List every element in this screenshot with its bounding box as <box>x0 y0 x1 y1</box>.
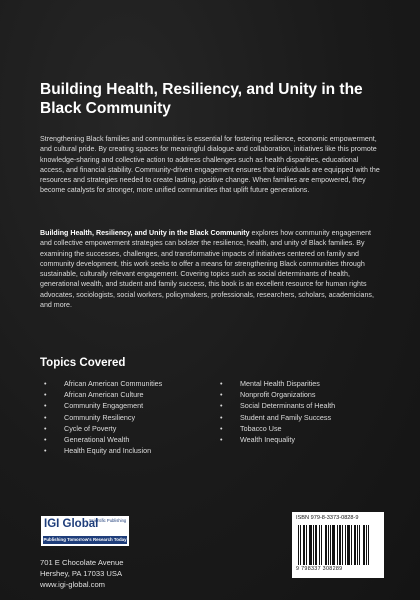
logo-tagline: Publishing Tomorrow's Research Today <box>43 537 127 542</box>
address-line-2: Hershey, PA 17033 USA <box>40 569 123 578</box>
topic-item: • Student and Family Success <box>216 412 386 423</box>
barcode-bars <box>298 525 378 565</box>
website-link[interactable]: www.igi-global.com <box>40 580 105 589</box>
topic-item: • Community Resiliency <box>40 412 215 423</box>
topic-item: • Mental Health Disparities <box>216 378 386 389</box>
paragraph-book-title: Building Health, Resiliency, and Unity in the Black Community <box>40 229 250 237</box>
isbn-label: ISBN 979-8-3373-0828-9 <box>296 515 359 521</box>
topics-list-left <box>40 378 215 456</box>
address-line-1: 701 E Chocolate Avenue <box>40 558 124 567</box>
topic-item: • Tobacco Use <box>216 423 386 434</box>
topic-item: • African American Communities <box>40 378 215 389</box>
topic-item: • African American Culture <box>40 389 215 400</box>
logo-subtitle: Scientific Publishing <box>89 518 127 523</box>
topic-item: • Nonprofit Organizations <box>216 389 386 400</box>
publisher-address <box>40 557 123 590</box>
description-paragraph-1: Strengthening Black families and communities is essential for fostering resilience, economic empowerment, and cultural pride. By creating spaces for meaningful dialogue and collaboration, initiatives like this promote knowledge-sharing and collective action to address challenges such as health disparities, educational access, and financial stability. Community-driven engagement ensures that individuals are equipped with the resources and strategies needed to create lasting, positive change. When families are empowered, they become catalysts for stronger, more unified communities that uplift future generations. <box>40 135 380 195</box>
paragraph-body: explores how community engagement and collective empowerment strategies can bolster the resilience, health, and unity of Black families. By examining the successes, challenges, and transformative impacts of initiatives centered on family and community development, this work seeks to offer a means for strengthening Black communities through sustainable, culturally relevant engagement. Covering topics such as social determinants of health, generational wealth, and student and family success, this book is an excellent resource for human rights advocates, sociologists, social workers, policymakers, professionals, researchers, scholars, academicians, and more. <box>40 229 374 310</box>
topic-item: • Cycle of Poverty <box>40 423 215 434</box>
description-paragraph-2 <box>40 228 384 310</box>
topics-list-right <box>216 378 386 445</box>
isbn-barcode <box>292 512 384 578</box>
publisher-logo <box>41 516 129 546</box>
barcode-number: 9 798337 308289 <box>296 566 343 572</box>
topic-item: • Wealth Inequality <box>216 434 386 445</box>
book-title: Building Health, Resiliency, and Unity in the Black Community <box>40 81 363 117</box>
topic-item: • Generational Wealth <box>40 434 215 445</box>
logo-name: IGI Global <box>44 518 99 530</box>
topics-heading: Topics Covered <box>40 357 126 369</box>
topic-item: • Health Equity and Inclusion <box>40 445 215 456</box>
topic-item: • Social Determinants of Health <box>216 400 386 411</box>
topic-item: • Community Engagement <box>40 400 215 411</box>
